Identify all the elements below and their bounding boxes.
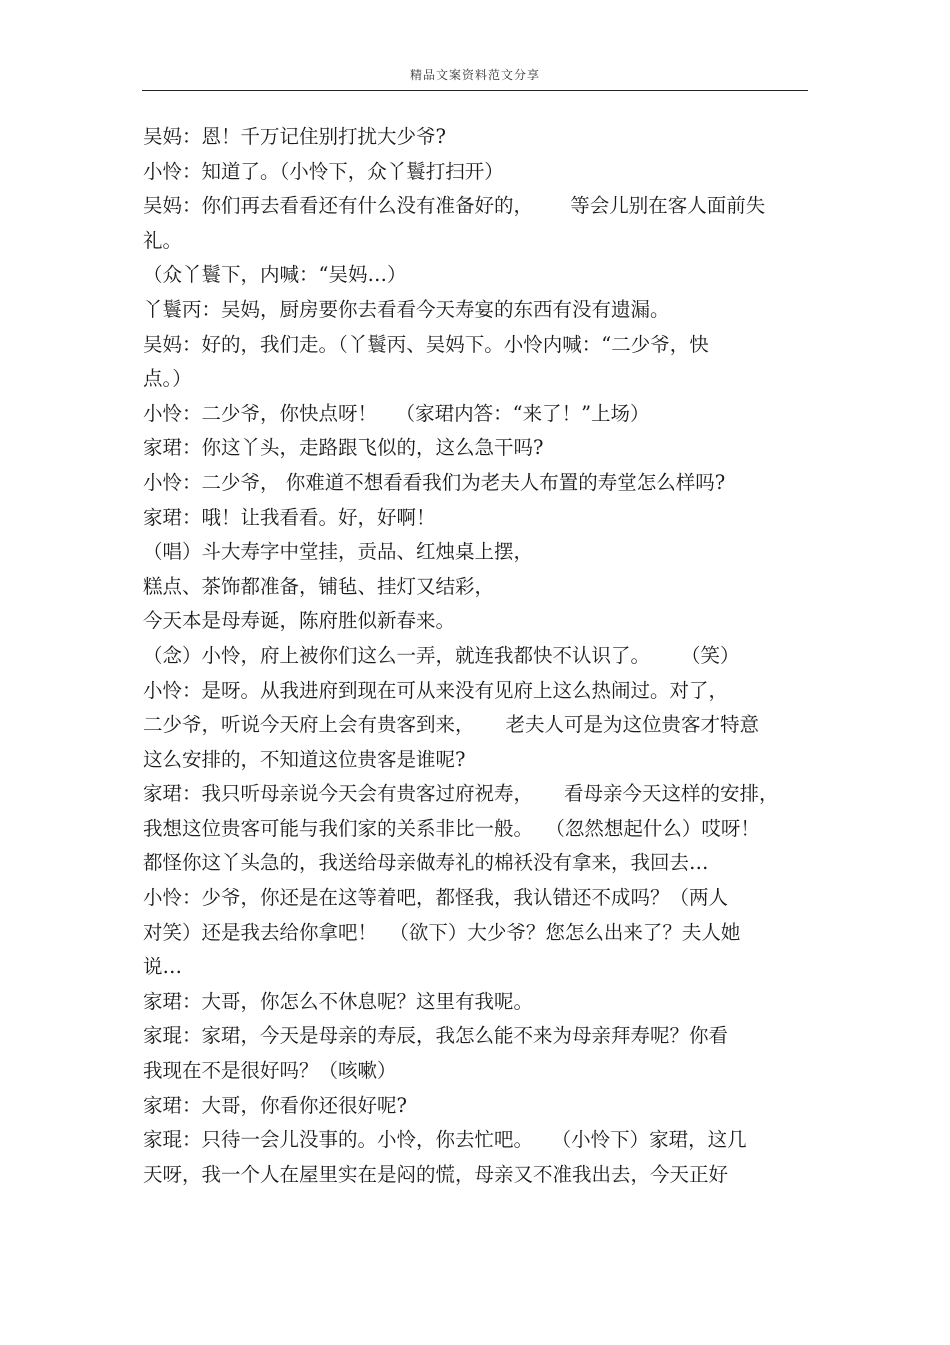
script-body [143,120,808,1192]
text-line: 家琨：只待一会儿没事的。小怜，你去忙吧。 （小怜下）家珺，这几 [143,1128,747,1152]
text-line: （众丫鬟下，内喊：“吴妈…） [143,263,407,287]
text-line: （唱）斗大寿字中堂挂，贡品、红烛桌上摆， [143,540,534,564]
text-line: 天呀，我一个人在屋里实在是闷的慌，母亲又不准我出去，今天正好 [143,1162,729,1186]
text-line: 小怜：二少爷， 你难道不想看看我们为老夫人布置的寿堂怎么样吗? [143,470,726,494]
text-line: 说… [143,955,183,979]
text-line: 今天本是母寿诞，陈府胜似新春来。 [143,609,456,633]
text-line: 吴妈：你们再去看看还有什么没有准备好的， 等会儿别在客人面前失 [143,194,766,218]
text-line: 家琨：家珺，今天是母亲的寿辰，我怎么能不来为母亲拜寿呢？你看 [143,1024,729,1048]
text-line: 家珺：我只听母亲说今天会有贵客过府祝寿， 看母亲今天这样的安排， [143,782,779,806]
text-line: 都怪你这丫头急的，我送给母亲做寿礼的棉袄没有拿来，我回去… [143,851,709,875]
header-divider [142,90,808,91]
text-line: 小怜：二少爷，你快点呀！ （家珺内答：“来了！”上场） [143,401,650,425]
text-line: 家珺：你这丫头，走路跟飞似的，这么急干吗? [143,436,544,460]
text-line: 我现在不是很好吗？（咳嗽） [143,1059,397,1083]
text-line: 小怜：少爷，你还是在这等着吧，都怪我，我认错还不成吗？（两人 [143,886,729,910]
text-line: 家珺：大哥，你怎么不休息呢？这里有我呢。 [143,989,534,1013]
text-line: （念）小怜，府上被你们这么一弄，就连我都快不认识了。 （笑） [143,643,740,667]
text-line: 小怜：知道了。（小怜下，众丫鬟打扫开） [143,159,504,183]
text-line: 丫鬟丙：吴妈，厨房要你去看看今天寿宴的东西有没有遗漏。 [143,297,670,321]
text-line: 糕点、茶饰都准备，铺毡、挂灯又结彩， [143,574,495,598]
text-line: 礼。 [143,228,183,252]
text-line: 对笑）还是我去给你拿吧！ （欲下）大少爷？您怎么出来了？夫人她 [143,920,741,944]
text-line: 家珺：哦！让我看看。好，好啊！ [143,505,436,529]
text-line: 我想这位贵客可能与我们家的关系非比一般。 （忽然想起什么）哎呀！ [143,816,760,840]
text-line: 这么安排的，不知道这位贵客是谁呢? [143,747,466,771]
text-line: 点。） [143,367,192,391]
header-title: 精品文案资料范文分享 [409,68,540,82]
text-line: 吴妈：好的，我们走。（丫鬟丙、吴妈下。小怜内喊：“二少爷，快 [143,332,709,356]
text-line: 二少爷，听说今天府上会有贵客到来， 老夫人可是为这位贵客才特意 [143,713,759,737]
text-line: 小怜：是呀。从我进府到现在可从来没有见府上这么热闹过。对了， [143,678,729,702]
text-line: 吴妈：恩！千万记住别打扰大少爷? [143,125,446,148]
text-line: 家珺：大哥，你看你还很好呢? [143,1093,407,1117]
